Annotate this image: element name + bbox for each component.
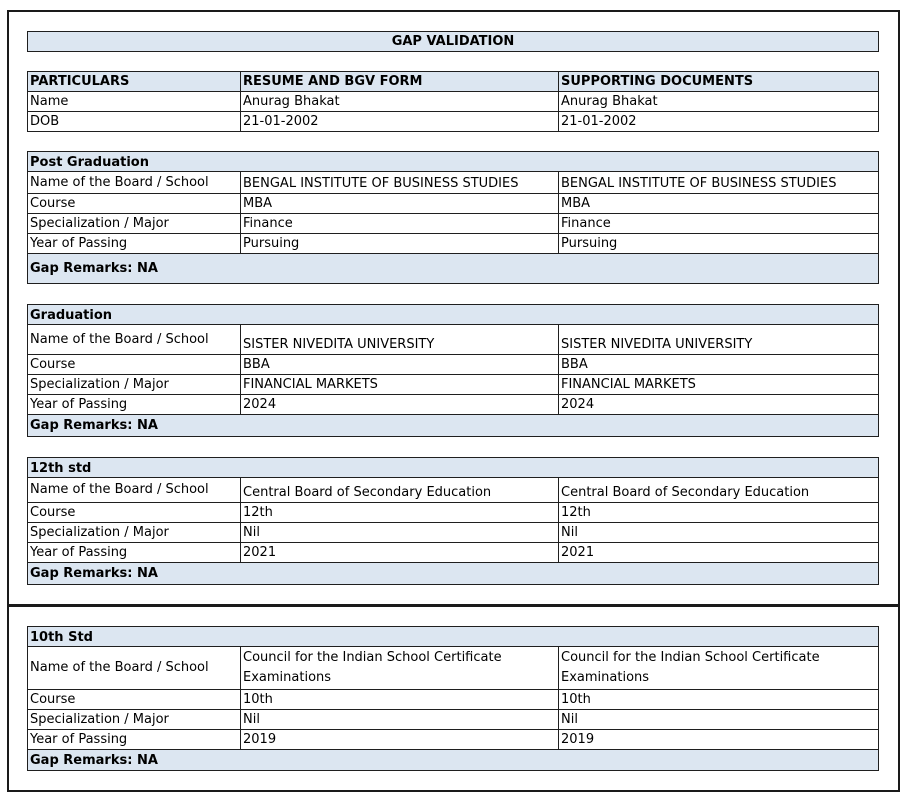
gap-remarks: Gap Remarks: NA xyxy=(28,415,878,436)
documents-value: Nil xyxy=(561,712,578,727)
documents-value: Anurag Bhakat xyxy=(561,94,658,109)
table-row xyxy=(28,92,878,112)
documents-value: 10th xyxy=(561,692,591,707)
row-label: Course xyxy=(28,194,241,213)
gap-remarks: Gap Remarks: NA xyxy=(28,563,878,584)
row-label: Specialization / Major xyxy=(28,710,241,729)
table-row xyxy=(28,523,878,543)
table-row xyxy=(28,647,878,690)
table-row xyxy=(28,194,878,214)
table-row xyxy=(28,503,878,523)
section-post-graduation xyxy=(27,151,879,284)
resume-value: 21-01-2002 xyxy=(241,112,559,131)
section-12th-std xyxy=(27,457,879,585)
table-row xyxy=(28,214,878,234)
table-row xyxy=(28,172,878,194)
section-heading: 10th Std xyxy=(28,627,878,646)
section-heading-row xyxy=(28,305,878,325)
documents-value: 12th xyxy=(561,505,591,520)
resume-value: Pursuing xyxy=(241,234,559,253)
table-row xyxy=(28,478,878,503)
remarks-row xyxy=(28,563,878,584)
row-label: DOB xyxy=(28,112,241,131)
table-row xyxy=(28,375,878,395)
documents-value: Pursuing xyxy=(561,236,618,251)
table-row xyxy=(28,395,878,415)
documents-value: Nil xyxy=(561,525,578,540)
row-label: Name of the Board / School xyxy=(28,647,241,689)
resume-value: 2024 xyxy=(241,395,559,414)
table-row xyxy=(28,543,878,563)
section-10th-std xyxy=(27,626,879,771)
table-row xyxy=(28,234,878,254)
section-graduation xyxy=(27,304,879,437)
documents-value: 2019 xyxy=(561,732,595,747)
section-heading-row xyxy=(28,152,878,172)
row-label: Name of the Board / School xyxy=(28,478,241,502)
documents-value: Council for the Indian School Certificate Examinations xyxy=(561,650,820,685)
resume-value: 12th xyxy=(241,503,559,522)
gap-remarks: Gap Remarks: NA xyxy=(28,750,878,770)
resume-value: Anurag Bhakat xyxy=(241,92,559,111)
row-label: Course xyxy=(28,690,241,709)
resume-value: BENGAL INSTITUTE OF BUSINESS STUDIES xyxy=(241,172,559,193)
gap-remarks: Gap Remarks: NA xyxy=(28,254,878,283)
remarks-row xyxy=(28,750,878,770)
table-row xyxy=(28,710,878,730)
remarks-row xyxy=(28,415,878,436)
personal-table xyxy=(27,71,879,132)
documents-value: SISTER NIVEDITA UNIVERSITY xyxy=(561,337,753,352)
documents-value: 2021 xyxy=(561,545,595,560)
table-row xyxy=(28,730,878,750)
row-label: Specialization / Major xyxy=(28,375,241,394)
row-label: Year of Passing xyxy=(28,395,241,414)
table-row xyxy=(28,112,878,131)
header-documents: SUPPORTING DOCUMENTS xyxy=(561,74,754,89)
resume-value: 2019 xyxy=(241,730,559,749)
resume-value: FINANCIAL MARKETS xyxy=(241,375,559,394)
documents-value: FINANCIAL MARKETS xyxy=(561,377,696,392)
section-heading: Graduation xyxy=(28,305,878,324)
title-box xyxy=(27,31,879,52)
resume-value: Nil xyxy=(241,523,559,542)
documents-value: Finance xyxy=(561,216,611,231)
section-heading-row xyxy=(28,458,878,478)
header-particulars: PARTICULARS xyxy=(28,72,241,91)
row-label: Year of Passing xyxy=(28,730,241,749)
resume-value: Central Board of Secondary Education xyxy=(241,478,559,502)
resume-value: 10th xyxy=(241,690,559,709)
documents-value: MBA xyxy=(561,196,591,211)
resume-value: Nil xyxy=(241,710,559,729)
row-label: Name of the Board / School xyxy=(28,172,241,193)
page-title: GAP VALIDATION xyxy=(28,32,878,51)
section-heading-row xyxy=(28,627,878,647)
documents-value: BENGAL INSTITUTE OF BUSINESS STUDIES xyxy=(561,176,837,191)
row-label: Course xyxy=(28,355,241,374)
resume-value: Council for the Indian School Certificate Examinations xyxy=(241,647,559,689)
row-label: Year of Passing xyxy=(28,234,241,253)
header-resume: RESUME AND BGV FORM xyxy=(241,72,559,91)
table-header-row xyxy=(28,72,878,92)
documents-value: 21-01-2002 xyxy=(561,114,637,129)
row-label: Specialization / Major xyxy=(28,523,241,542)
row-label: Name of the Board / School xyxy=(28,325,241,354)
documents-value: Central Board of Secondary Education xyxy=(561,485,810,500)
resume-value: Finance xyxy=(241,214,559,233)
row-label: Specialization / Major xyxy=(28,214,241,233)
resume-value: BBA xyxy=(241,355,559,374)
table-row xyxy=(28,690,878,710)
resume-value: SISTER NIVEDITA UNIVERSITY xyxy=(241,325,559,354)
remarks-row xyxy=(28,254,878,283)
table-row xyxy=(28,325,878,355)
table-row xyxy=(28,355,878,375)
row-label: Name xyxy=(28,92,241,111)
row-label: Year of Passing xyxy=(28,543,241,562)
resume-value: MBA xyxy=(241,194,559,213)
documents-value: 2024 xyxy=(561,397,595,412)
row-label: Course xyxy=(28,503,241,522)
section-heading: 12th std xyxy=(28,458,878,477)
resume-value: 2021 xyxy=(241,543,559,562)
documents-value: BBA xyxy=(561,357,588,372)
section-heading: Post Graduation xyxy=(28,152,878,171)
